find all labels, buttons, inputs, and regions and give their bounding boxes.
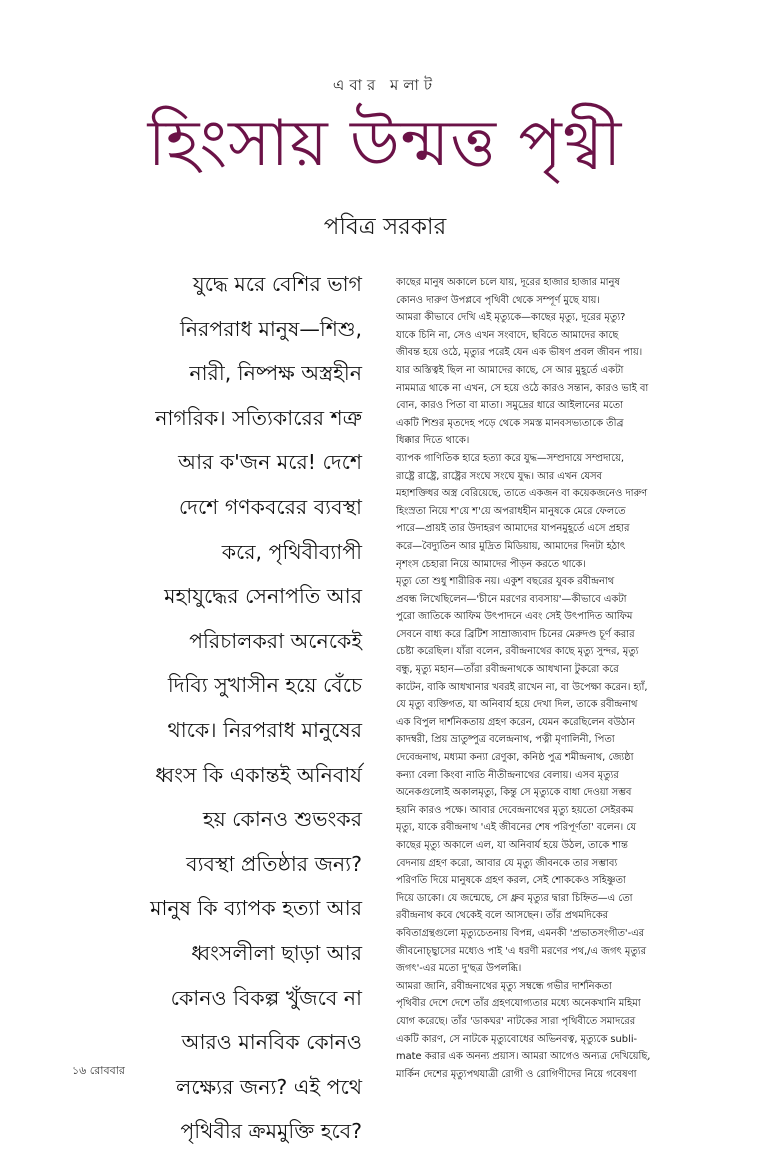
body-line: ধিক্কার দিতে থাকে। (396, 435, 470, 447)
kicker: এবার মলাট (332, 76, 438, 94)
body-line: জগৎ'-এর মতো দু'ছত্র উপলব্ধি। (396, 963, 522, 975)
body-line: পারে—প্রায়ই তার উদাহরণ আমাদের যাপনমুহূর্তে এসে প্রহার (396, 523, 630, 535)
body-line: কাছের মৃত্যু অকালে এল, যা অনিবার্য হয়ে উঠল, তাকে শান্ত (396, 840, 628, 851)
body-line: রাষ্ট্রে রাষ্ট্রে, রাষ্ট্রের সংঘে সংঘে যুদ্ধ। আর এখন যেসব (396, 470, 603, 482)
body-line: একটি শিশুর মৃতদেহ পড়ে থেকে সমস্ত মানবসভ্যতাকে তীব্র (396, 417, 624, 429)
body-line: ব্যাপক গাণিতিক হারে হত্যা করে যুদ্ধ—সম্প্রদায়ে সম্প্রদায়ে, (396, 452, 625, 464)
body-line: নামমাত্র থাকে না এখন, সে হয়ে ওঠে কারও সন্তান, কারও ভাই বা (396, 382, 649, 394)
body-line: নৃশংস চেহারা নিয়ে আমাদের পীড়ন করতে থাকে। (396, 558, 586, 570)
byline: পবিত্র সরকার (323, 214, 447, 240)
body-line: আমরা জানি, রবীন্দ্রনাথের মৃত্যু সম্বন্ধে গভীর দার্শনিকতা (396, 980, 612, 992)
pullquote-line: ধ্বংস কি একান্তই অনিবার্য (155, 762, 362, 787)
pullquote-line: আরও মানবিক কোনও (181, 1030, 362, 1055)
body-line: বন্ধু, মৃত্যু মহান—তাঁরা রবীন্দ্রনাথকে আধখানা টুকরো করে (396, 664, 619, 676)
body-line: মহাশক্তিধর অস্ত্র বেরিয়েছে, তাতে একজন বা কয়েকজনেও দারুণ (396, 488, 648, 500)
body-line: বেদনায় গ্রহণ করো, আবার যে মৃত্যু জীবনকে তার সম্ভাব্য (396, 857, 618, 869)
body-line: করে—বৈদ্যুতিন আর মুদ্রিত মিডিয়ায়, আমাদের দিনটা হঠাৎ (396, 540, 626, 552)
body-line: যাকে চিনি না, সেও এখন সংবাদে, ছবিতে আমাদের কাছে (396, 329, 619, 341)
pullquote-line: হয় কোনও শুভংকর (202, 807, 362, 832)
body-line: দেবেন্দ্রনাথ, মধ্যমা কন্যা রেণুকা, কনিষ্ঠ পুত্র শমীন্দ্রনাথ, জ্যেষ্ঠা (396, 752, 634, 764)
body-line: জীবনোচ্ছ্বাসের মধ্যেও পাই 'এ ধরণী মরণের পথ,/এ জগৎ মৃত্যুর (396, 945, 647, 957)
body-line: জীবন্ত হয়ে ওঠে, মৃত্যুর পরেই যেন এক ভীষণ প্রবল জীবন পায়। (396, 347, 643, 359)
body-line: মৃত্যু তো শুধু শারীরিক নয়। একুশ বছরের যুবক রবীন্দ্রনাথ (396, 576, 615, 588)
body-line: কাছের মানুষ অকালে চলে যায়, দূরের হাজার হাজার মানুষ (396, 277, 620, 288)
article-body (396, 274, 706, 1083)
pullquote-line: নাগরিক। সত্যিকারের শত্রু (155, 405, 362, 430)
pullquote-line: কোনও বিকল্প খুঁজবে না (170, 985, 362, 1010)
body-line: কোনও দারুণ উপপ্লবে পৃথিবী থেকে সম্পূর্ণ মুছে যায়। (396, 294, 600, 306)
pullquote (66, 262, 362, 1154)
body-line: এক বিপুল দার্শনিকতায় গ্রহণ করেন, যেমন করেছিলেন বউঠান (396, 716, 635, 728)
body-line: দিয়ে ডাকো। যে জন্মেছে, সে ধ্রুব মৃত্যুর দ্বারা চিহ্নিত—এ তো (396, 892, 633, 904)
pullquote-line: লক্ষ্যের জন্য? এই পথে (176, 1074, 362, 1099)
pullquote-line: মানুষ কি ব্যাপক হত্যা আর (150, 896, 362, 921)
body-line: বোন, কারও পিতা বা মাতা। সমুদ্রের ধারে আইলানের মতো (396, 400, 623, 412)
body-line: হয়নি কারও পক্ষে। আবার দেবেন্দ্রনাথের মৃত্যু হয়তো সেইরকম (396, 804, 634, 816)
pullquote-line: দেশে গণকবরের ব্যবস্থা (178, 494, 362, 519)
page-folio: ১৬ রোববার (72, 1064, 125, 1077)
body-line: মার্কিন দেশের মৃত্যুপথযাত্রী রোগী ও রোগিণীদের নিয়ে গবেষণা (396, 1068, 637, 1080)
pullquote-line: পরিচালকরা অনেকেই (189, 628, 362, 653)
pullquote-line: ধ্বংসলীলা ছাড়া আর (191, 940, 362, 965)
pullquote-line: যুদ্ধে মরে বেশির ভাগ (192, 272, 362, 296)
body-line: কন্যা বেলা কিংবা নাতি নীতীন্দ্রনাথের বেলায়। এসব মৃত্যুর (396, 769, 619, 781)
body-line: পরিণতি দিয়ে মানুষকে গ্রহণ করল, সেই শোককেও সহিষ্ণুতা (396, 875, 626, 887)
body-line: কাদম্বরী, প্রিয় ভ্রাতুষ্পুত্র বলেন্দ্রনাথ, পত্নী মৃণালিনী, পিতা (396, 734, 615, 746)
body-line: পুরো জাতিকে আফিম উৎপাদনে এবং সেই উৎপাদিত আফিম (396, 611, 633, 623)
pullquote-line: ব্যবস্থা প্রতিষ্ঠার জন্য? (186, 851, 362, 876)
body-line: একটি কারণ, সে নাটকে মৃত্যুবোধের অভিনবত্ব, মৃত্যুকে subli- (396, 1033, 638, 1045)
body-line: হিংস্রতা নিয়ে শ'য়ে শ'য়ে অপরাধহীন মানুষকে মেরে ফেলতে (396, 505, 626, 517)
body-line: সেবনে বাধ্য করে ব্রিটিশ সাম্রাজ্যবাদ চিনের মেরুদণ্ড চূর্ণ করার (396, 628, 635, 640)
body-line: অনেকগুলোই অকালমৃত্যু, কিন্তু সে মৃত্যুকে বাধা দেওয়া সম্ভব (396, 787, 632, 799)
pullquote-line: নারী, নিষ্পক্ষ অস্ত্রহীন (189, 361, 362, 386)
headline: হিংসায় উন্মত্ত পৃথ্বী (147, 107, 623, 181)
pullquote-line: দিব্যি সুখাসীন হয়ে বেঁচে (167, 673, 362, 698)
pullquote-line: পৃথিবীর ক্রমমুক্তি হবে? (180, 1119, 362, 1144)
body-line: যে মৃত্যু ব্যক্তিগত, যা অনিবার্য হয়ে দেখা দিল, তাকে রবীন্দ্রনাথ (396, 699, 638, 711)
body-line: mate করার এক অনন্য প্রয়াস। আমরা আগেও অন্যত্র দেখিয়েছি, (396, 1051, 651, 1063)
body-line: মৃত্যু, যাকে রবীন্দ্রনাথ 'এই জীবনের শেষ পরিপূর্ণতা' বলেন। যে (396, 822, 637, 834)
body-line: যোগ করেছে। তাঁর 'ডাকঘর' নাটকের সারা পৃথিবীতে সমাদরের (396, 1015, 636, 1027)
body-line: কবিতাগ্রন্থগুলো মৃত্যুচেতনায় বিপন্ন, এমনকী 'প্রভাতসংগীত'-এর (396, 927, 645, 939)
body-line: চেষ্টা করেছিল। যাঁরা বলেন, রবীন্দ্রনাথের কাছে মৃত্যু সুন্দর, মৃত্যু (396, 646, 639, 658)
body-line: পৃথিবীর দেশে দেশে তাঁর গ্রহণযোগ্যতার মধ্যে অনেকখানি মহিমা (396, 998, 641, 1010)
body-line: যার অস্তিত্বই ছিল না আমাদের কাছে, সে আর মুহূর্তে একটা (396, 364, 624, 376)
body-line: রবীন্দ্রনাথ কবে থেকেই বলে আসছেন। তাঁর প্রথমদিকের (396, 910, 609, 922)
pullquote-line: আর ক'জন মরে! দেশে (178, 450, 362, 475)
body-line: আমরা কীভাবে দেখি এই মৃত্যুকে—কাছের মৃত্যু, দূরের মৃত্যু? (396, 312, 626, 324)
body-line: কাটেন, বাকি আধখানার খবরই রাখেন না, বা উপেক্ষা করেন। হ্যাঁ, (396, 681, 648, 693)
body-line: প্রবন্ধ লিখেছিলেন—'চীনে মরণের ব্যবসায়'—কীভাবে একটা (396, 593, 627, 605)
pullquote-line: মহাযুদ্ধের সেনাপতি আর (164, 584, 362, 609)
pullquote-line: করে, পৃথিবীব্যাপী (221, 539, 362, 564)
pullquote-line: থাকে। নিরপরাধ মানুষের (167, 717, 362, 742)
pullquote-line: নিরপরাধ মানুষ—শিশু, (179, 316, 362, 341)
